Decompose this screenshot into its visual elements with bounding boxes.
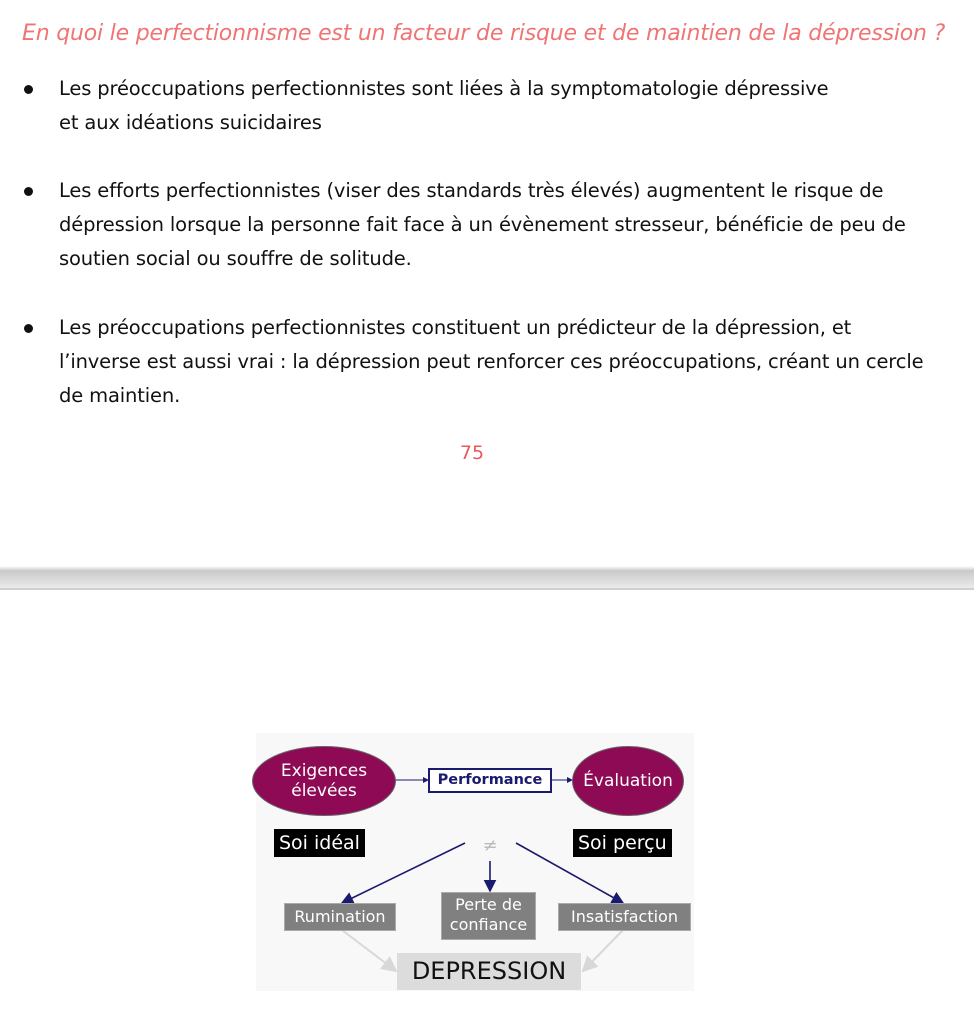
bullet-text [59,174,959,276]
soi-ideal-label: Soi idéal [274,829,365,857]
bullet-icon [24,187,33,196]
depression-node: DEPRESSION [397,953,581,990]
bullet-line: Les efforts perfectionnistes (viser des standards très élevés) augmentent le risque de [59,179,884,202]
node-label: Perte de [455,895,522,914]
bullet-line: soutien social ou souffre de solitude. [59,247,412,270]
perte-de-confiance-node [441,892,536,940]
bullet-line: de maintien. [59,384,181,407]
bullet-icon [24,85,33,94]
bullet-line: et aux idéations suicidaires [59,111,322,134]
slide-heading: En quoi le perfectionnisme est un facteur de risque et de maintien de la dépression ? [22,21,946,46]
page-number: 75 [459,442,485,464]
node-label: élevées [291,781,357,801]
bullet-line: Les préoccupations perfectionnistes sont liées à la symptomatologie dépressive [59,77,829,100]
bullet-text [59,311,959,413]
soi-percu-label: Soi perçu [573,829,672,857]
page-divider [0,566,974,590]
evaluation-node: Évaluation [572,746,684,816]
exigences-elevees-node [252,746,396,816]
rumination-node: Rumination [284,903,396,931]
perfectionism-diagram [256,733,694,991]
bullet-line: Les préoccupations perfectionnistes constituent un prédicteur de la dépression, et [59,316,852,339]
bullet-line: dépression lorsque la personne fait face à un évènement stresseur, bénéficie de peu de [59,213,906,236]
insatisfaction-node: Insatisfaction [558,903,691,931]
performance-node: Performance [428,768,552,793]
bullet-line: l’inverse est aussi vrai : la dépression peut renforcer ces préoccupations, créant un cercle [59,350,924,373]
not-equal-sign: ≠ [482,835,498,856]
arrow-rumination-to-depression [342,930,396,971]
node-label: confiance [449,915,528,934]
bullet-icon [24,324,33,333]
arrow-insatisfaction-to-depression [583,930,623,971]
node-label: Exigences [280,761,368,781]
bullet-text [59,72,959,140]
